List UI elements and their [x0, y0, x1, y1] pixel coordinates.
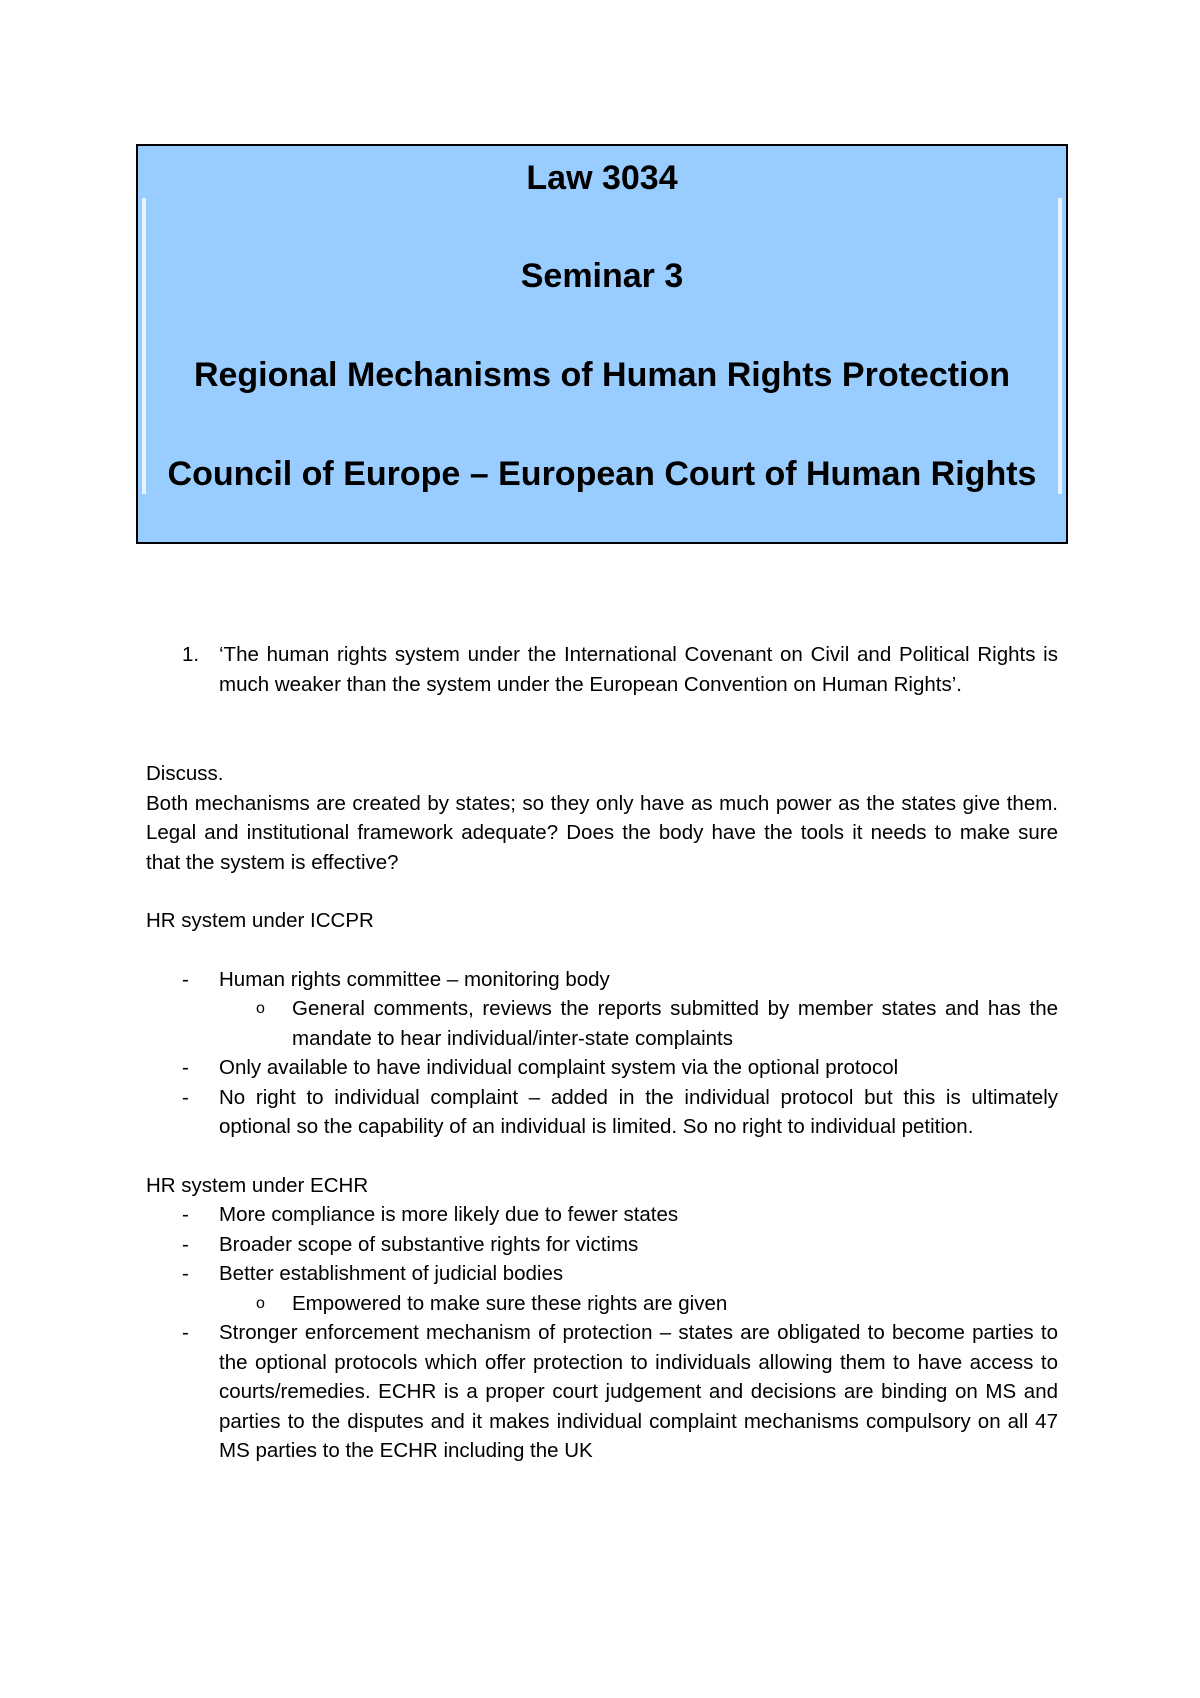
list-item-text: No right to individual complaint – added in the individual protocol but this is ultimately optional so the capability of an individual is limited. So no right to individual petition.: [219, 1085, 1058, 1138]
list-item-text: Human rights committee – monitoring body: [219, 967, 610, 991]
sub-list-item: [146, 994, 1058, 1053]
sub-list-item-text: General comments, reviews the reports submitted by member states and has the mandate to hear individual/inter-state complaints: [292, 997, 1058, 1050]
list-item: [146, 965, 1058, 995]
list-item-text: Only available to have individual complaint system via the optional protocol: [219, 1056, 899, 1079]
dash-marker: -: [182, 1203, 189, 1226]
seminar-topic: Regional Mechanisms of Human Rights Protection: [193, 356, 1011, 394]
dash-marker: -: [182, 1056, 189, 1079]
echr-heading: HR system under ECHR: [146, 1173, 369, 1197]
question-number: 1.: [182, 643, 200, 666]
dash-marker: -: [182, 1232, 189, 1256]
question-item: [146, 640, 1058, 699]
sub-list-item-text: Empowered to make sure these rights are given: [292, 1291, 728, 1315]
list-item: [146, 1053, 1058, 1083]
title-box-inner-line-left: [142, 198, 146, 494]
list-item: [146, 1259, 1058, 1289]
list-item: [146, 1200, 1058, 1230]
list-item-text: More compliance is more likely due to fewer states: [219, 1203, 679, 1226]
list-item-text: Stronger enforcement mechanism of protection – states are obligated to become parties to the optional protocols which offer protection to individuals allowing them to have access to courts/remedies. ECHR is a proper court judgement and decisions are binding on MS and parties to the disputes and it makes individual complaint mechanisms compulsory on all 47 MS parties to the ECHR including the UK: [219, 1321, 1058, 1462]
question-text: ‘The human rights system under the International Covenant on Civil and Political Rights is much weaker than the system under the European Convention on Human Rights’.: [219, 643, 1058, 696]
iccpr-heading: HR system under ICCPR: [146, 909, 374, 932]
discuss-label: Discuss.: [146, 762, 224, 785]
sub-list-item: [146, 1289, 1058, 1319]
list-item-text: Broader scope of substantive rights for victims: [219, 1232, 639, 1256]
circle-bullet-icon: o: [256, 1000, 265, 1017]
document-body: [146, 640, 1058, 1466]
seminar-subtopic: Council of Europe – European Court of Human Rights: [167, 455, 1037, 493]
circle-bullet-icon: o: [256, 1294, 265, 1312]
title-box-inner-line-right: [1058, 198, 1062, 494]
dash-marker: -: [182, 1321, 189, 1344]
list-item: [146, 1318, 1058, 1466]
dash-marker: -: [182, 967, 189, 991]
list-item: [146, 1083, 1058, 1142]
course-code: Law 3034: [526, 159, 678, 197]
list-item: [146, 1230, 1058, 1260]
dash-marker: -: [182, 1085, 189, 1109]
seminar-number: Seminar 3: [520, 257, 684, 295]
list-item-text: Better establishment of judicial bodies: [219, 1262, 564, 1285]
discuss-intro: Both mechanisms are created by states; so they only have as much power as the states give them. Legal and institutional framework adequate? Does the body have the tools it needs to make sure that the system is effective?: [146, 791, 1058, 874]
dash-marker: -: [182, 1262, 189, 1285]
title-box: [136, 144, 1068, 544]
